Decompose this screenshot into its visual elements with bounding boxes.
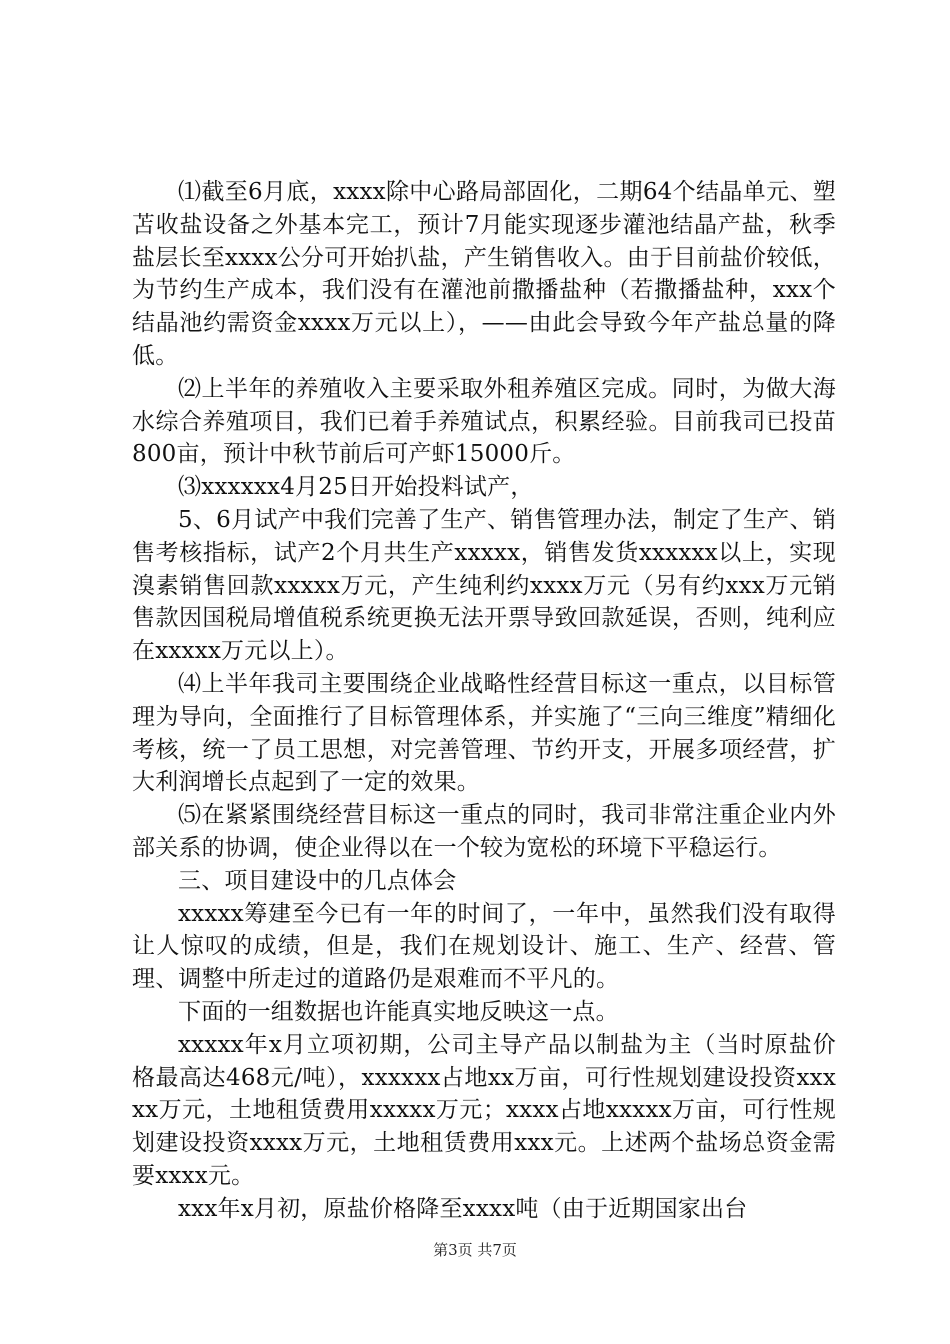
section-heading: 三、项目建设中的几点体会 <box>178 867 457 894</box>
paragraph-5: ⑷上半年我司主要围绕企业战略性经营目标这一重点，以目标管理为导向，全面推行了目标管理体系，并实施了“三向三维度”精细化考核，统一了员工思想，对完善管理、节约开支，开展多项经营，扩大利润增长点起到了一定的效果。 <box>132 670 836 796</box>
paragraph-1: ⑴截至6月底，xxxx除中心路局部固化，二期64个结晶单元、塑苫收盐设备之外基本完工，预计7月能实现逐步灌池结晶产盐，秋季盐层长至xxxx公分可开始扒盐，产生销售收入。由于目前盐价较低，为节约生产成本，我们没有在灌池前撒播盐种（若撒播盐种，xxx个结晶池约需资金xxxx万元以上），——由此会导致今年产盐总量的降低。 <box>132 179 836 369</box>
paragraph-9: 下面的一组数据也许能真实地反映这一点。 <box>178 998 619 1025</box>
paragraph-10: xxxxx年x月立项初期，公司主导产品以制盐为主（当时原盐价格最高达468元/吨），xxxxxx占地xx万亩，可行性规划建设投资xxxxx万元，土地租赁费用xxxxx万元；xxxx占地xxxxx万亩，可行性规划建设投资xxxx万元，土地租赁费用xxx元。上述两个盐场总资金需要xxxx元。 <box>132 1031 836 1189</box>
paragraph-11: xxx年x月初，原盐价格降至xxxx吨（由于近期国家出台 <box>178 1195 748 1222</box>
document-body <box>132 176 836 1226</box>
paragraph-3: ⑶xxxxxx4月25日开始投料试产， <box>178 474 534 501</box>
paragraph-8: xxxxx筹建至今已有一年的时间了，一年中，虽然我们没有取得让人惊叹的成绩，但是，我们在规划设计、施工、生产、经营、管理、调整中所走过的道路仍是艰难而不平凡的。 <box>132 900 836 993</box>
paragraph-6: ⑸在紧紧围绕经营目标这一重点的同时，我司非常注重企业内外部关系的协调，使企业得以在一个较为宽松的环境下平稳运行。 <box>132 802 836 861</box>
paragraph-4: 5、6月试产中我们完善了生产、销售管理办法，制定了生产、销售考核指标，试产2个月共生产xxxxx，销售发货xxxxxx以上，实现溴素销售回款xxxxx万元，产生纯利约xxxx万元（另有约xxx万元销售款因国税局增值税系统更换无法开票导致回款延误，否则，纯利应在xxxxx万元以上）。 <box>132 506 836 665</box>
page-number: 第3页 共7页 <box>433 1241 517 1259</box>
paragraph-2: ⑵上半年的养殖收入主要采取外租养殖区完成。同时，为做大海水综合养殖项目，我们已着手养殖试点，积累经验。目前我司已投苗800亩，预计中秋节前后可产虾15000斤。 <box>132 375 836 468</box>
